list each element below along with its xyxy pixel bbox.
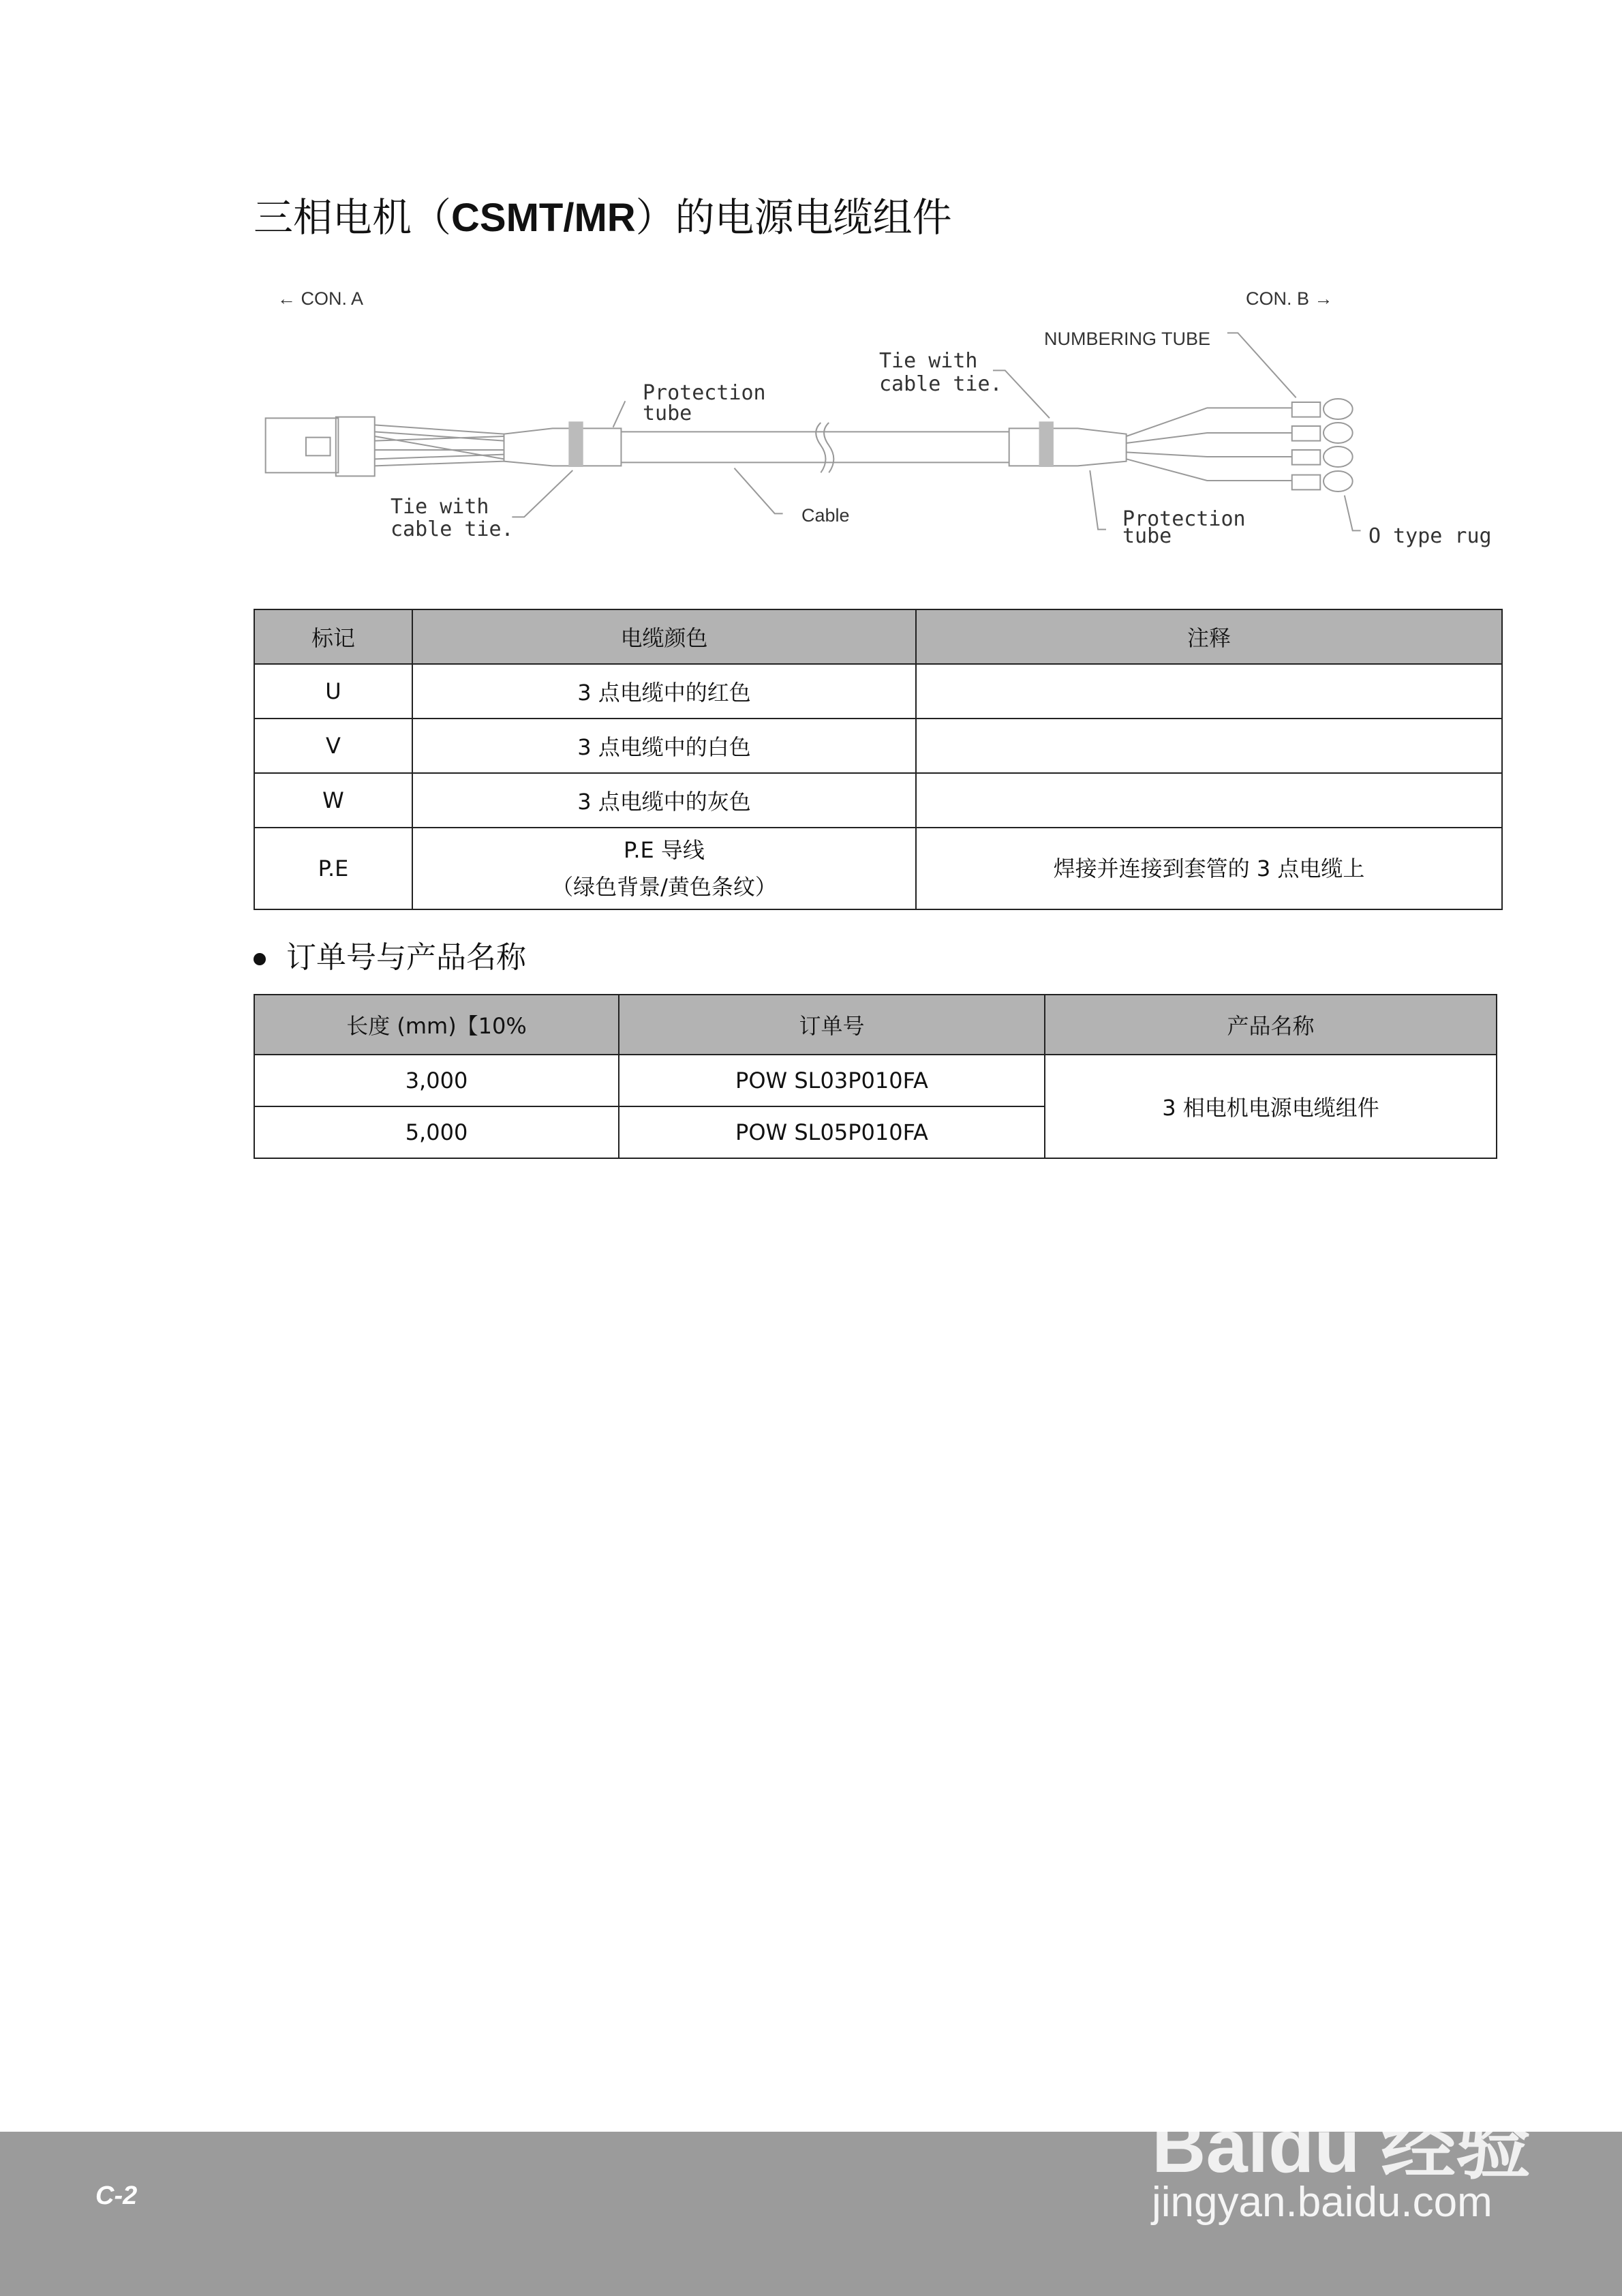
cell-color: 3 点电缆中的灰色 — [412, 773, 916, 828]
page-number: C-2 — [95, 2181, 138, 2210]
tie-bottom-label-1: Tie with — [391, 495, 489, 519]
cell-order-number: POW SL05P010FA — [619, 1106, 1045, 1158]
cell-color — [412, 828, 916, 909]
tie-top-label-1: Tie with — [879, 349, 978, 373]
section-heading-text: 订单号与产品名称 — [286, 940, 526, 975]
cable — [621, 432, 1009, 462]
tie-top-label-2: cable tie. — [879, 372, 1003, 396]
con-b-label: CON. B → — [1246, 288, 1333, 309]
cell-product-name: 3 相电机电源电缆组件 — [1045, 1055, 1497, 1158]
cell-color: 3 点电缆中的红色 — [412, 664, 916, 719]
cell-mark: P.E — [254, 828, 412, 909]
cell-note — [916, 664, 1502, 719]
cable-label: Cable — [801, 505, 850, 526]
title-suffix: ）的电源电缆组件 — [635, 194, 952, 241]
header-note: 注释 — [916, 609, 1502, 664]
cell-color-line1: P.E 导线 — [624, 837, 705, 863]
cell-note — [916, 773, 1502, 828]
header-order-number: 订单号 — [619, 995, 1045, 1055]
order-table — [254, 994, 1497, 1159]
header-mark: 标记 — [254, 609, 412, 664]
page-title — [254, 185, 952, 243]
title-model: CSMT/MR — [451, 196, 636, 240]
protection-tube-left — [504, 428, 621, 466]
cell-mark: U — [254, 664, 412, 719]
cell-length: 5,000 — [254, 1106, 619, 1158]
cable-tie-left — [568, 421, 583, 467]
header-product-name: 产品名称 — [1045, 995, 1497, 1055]
title-prefix: 三相电机（ — [254, 194, 452, 241]
protection-left-label-1: Protection — [643, 381, 766, 405]
table-row — [254, 828, 1502, 909]
con-a-label: ← CON. A — [277, 288, 364, 309]
protection-right-label-1: Protection — [1122, 507, 1246, 531]
cell-mark: W — [254, 773, 412, 828]
numbering-tube-label: NUMBERING TUBE — [1044, 329, 1211, 349]
o-type-rug-label: O type rug — [1368, 524, 1492, 548]
watermark-logo: Baidu 经验 — [1152, 2104, 1531, 2188]
header-length: 长度 (mm)【10% — [254, 995, 619, 1055]
cable-assembly-diagram — [245, 273, 1506, 559]
cell-length: 3,000 — [254, 1055, 619, 1106]
protection-tube-right — [1009, 428, 1127, 466]
cell-color: 3 点电缆中的白色 — [412, 719, 916, 773]
connector-a — [266, 418, 339, 472]
cell-color-line2: （绿色背景/黄色条纹） — [551, 874, 777, 900]
table-header-row — [254, 609, 1502, 664]
wire-color-table — [254, 609, 1503, 910]
protection-right-label-2: tube — [1122, 524, 1172, 548]
header-cable-color: 电缆颜色 — [412, 609, 916, 664]
protection-left-label-2: tube — [643, 402, 692, 425]
cable-tie-right — [1039, 421, 1054, 467]
cell-mark: V — [254, 719, 412, 773]
watermark-url: jingyan.baidu.com — [1152, 2179, 1493, 2226]
tie-bottom-label-2: cable tie. — [391, 517, 514, 541]
bullet-icon — [254, 953, 266, 965]
cell-order-number: POW SL03P010FA — [619, 1055, 1045, 1106]
cell-note — [916, 719, 1502, 773]
table-row — [254, 773, 1502, 828]
section-heading — [254, 933, 526, 976]
table-row — [254, 1055, 1497, 1106]
o-ring-lug — [1323, 399, 1353, 419]
table-row — [254, 719, 1502, 773]
table-row — [254, 664, 1502, 719]
cell-note: 焊接并连接到套管的 3 点电缆上 — [916, 828, 1502, 909]
table-header-row — [254, 995, 1497, 1055]
